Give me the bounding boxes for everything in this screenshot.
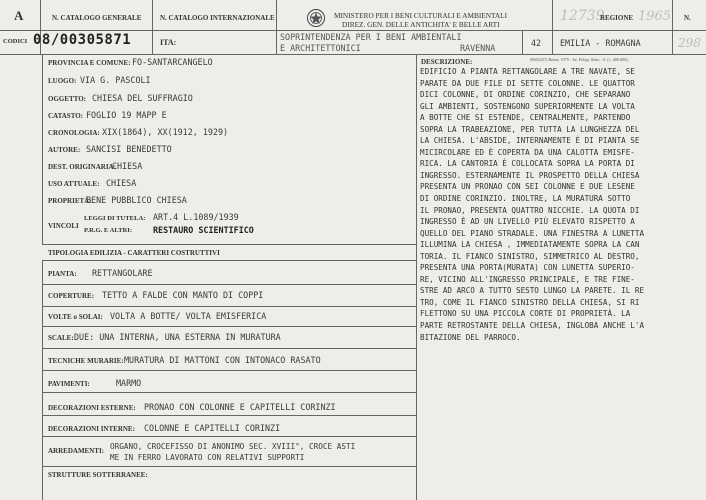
description-line: DICI COLONNE, DI ORDINE CORINZIO, CHE SEPARANO xyxy=(420,90,631,100)
emblem-icon xyxy=(306,8,326,28)
vincoli-label: VINCOLI xyxy=(48,222,79,230)
arredamenti-line-1: ORGANO, CROCEFISSO DI ANONIMO SEC. XVIII°, CROCE ASTI xyxy=(110,442,356,451)
regione-value: EMILIA - ROMAGNA xyxy=(560,38,641,48)
description-line: A BOTTE CHE SI ESTENDE, CENTRALMENTE, PARTENDO xyxy=(420,113,631,123)
description-line: INGRESSO È AD UN LIVELLO PIÙ ELEVATO RISPETTO A xyxy=(420,217,635,227)
sopr-number: 42 xyxy=(531,38,542,48)
oggetto-label: OGGETTO: xyxy=(48,95,86,103)
description-line: PARTE RETROSTANTE DELLA CHIESA, INGLOBA ANCHE L'A xyxy=(420,321,645,331)
description-line: PRESENTA UN PRONAO CON SEI COLONNE E DUE LESENE xyxy=(420,182,635,192)
descrizione-label: DESCRIZIONE: xyxy=(421,58,473,66)
tecniche-value: MURATURA DI MATTONI CON INTONACO RASATO xyxy=(124,355,321,365)
cronologia-label: CRONOLOGIA: xyxy=(48,129,100,137)
cat-generale-label: N. CATALOGO GENERALE xyxy=(52,14,142,22)
description-line: INGRESSO. ESTERNAMENTE IL PROSPETTO DELLA CHIESA xyxy=(420,170,640,180)
volte-value: VOLTA A BOTTE/ VOLTA EMISFERICA xyxy=(110,311,267,321)
description-line: ILLUMINA LA CHIESA , IMMEDIATAMENTE SOPRA LA CAN xyxy=(420,240,640,250)
leggi-value: ART.4 L.1089/1939 xyxy=(153,212,239,222)
description-line: TRO, COME IL FIANCO SINISTRO DELLA CHIESA, SI RI xyxy=(420,297,640,307)
n-label: N. xyxy=(684,14,691,22)
print-note: (8602237) Roma, 1975 - Ist. Poligr. Stato - S. (c. 400.000) xyxy=(530,57,628,62)
luogo-value: VIA G. PASCOLI xyxy=(80,75,151,85)
coperture-value: TETTO A FALDE CON MANTO DI COPPI xyxy=(102,290,264,300)
prg-label: P.R.G. E ALTRI: xyxy=(84,227,133,234)
cat-internazionale-label: N. CATALOGO INTERNAZIONALE xyxy=(160,14,275,22)
autore-value: SANCISI BENEDETTO xyxy=(86,144,172,154)
handwritten-number: 12739 xyxy=(560,8,605,24)
description-line: EDIFICIO A PIANTA RETTANGOLARE A TRE NAVATE, SE xyxy=(420,67,635,76)
description-line: QUELLO DEL PIANO STRADALE. UNA FINESTRA A LUNETTA xyxy=(420,228,645,238)
coperture-label: COPERTURE: xyxy=(48,292,95,300)
sopr-line-2b: RAVENNA xyxy=(460,43,496,53)
dest-value: CHIESA xyxy=(112,161,143,171)
provincia-value: FO-SANTARCANGELO xyxy=(132,57,213,67)
scale-value: DUE: UNA INTERNA, UNA ESTERNA IN MURATURA xyxy=(74,332,281,342)
description-line: DI ORDINE CORINZIO. INOLTRE, LA MURATURA SOTTO xyxy=(420,194,631,204)
description-body xyxy=(420,66,704,343)
description-line: RICA. LA CANTORIA È COLLOCATA SOPRA LA PORTA DI xyxy=(420,159,635,169)
dec-esterne-label: DECORAZIONI ESTERNE: xyxy=(48,404,136,412)
description-line: RE, VICINO ALL'INGRESSO PRINCIPALE, E TRE FINE- xyxy=(420,274,635,284)
sopr-line-2a: E ARCHITETTONICI xyxy=(280,43,361,53)
pavimenti-value: MARMO xyxy=(116,378,142,388)
ministry-line-1: MINISTERO PER I BENI CULTURALI E AMBIENTALI xyxy=(334,11,508,20)
luogo-label: LUOGO: xyxy=(48,77,77,85)
ita-label: ITA: xyxy=(160,38,177,47)
uso-label: USO ATTUALE: xyxy=(48,180,100,188)
handwritten-n: 298 xyxy=(678,36,701,50)
description-line: MICIRCOLARE ED È COPERTA DA UNA CALOTTA EMISFE- xyxy=(420,147,635,157)
strutture-label: STRUTTURE SOTTERRANEE: xyxy=(48,471,148,479)
oggetto-value: CHIESA DEL SUFFRAGIO xyxy=(92,93,193,103)
dec-esterne-value: PRONAO CON COLONNE E CAPITELLI CORINZI xyxy=(144,402,336,412)
description-line: SOPRA LA TRABEAZIONE, PER TUTTA LA LUNGHEZZA DEL xyxy=(420,124,640,134)
arredamenti-line-2: ME IN FERRO LAVORATO CON RELATIVI SUPPORTI xyxy=(110,453,305,462)
leggi-label: LEGGI DI TUTELA: xyxy=(84,215,146,222)
proprieta-value: BENE PUBBLICO CHIESA xyxy=(86,195,187,205)
scale-label: SCALE: xyxy=(48,334,74,342)
prg-value: RESTAURO SCIENTIFICO xyxy=(153,225,254,235)
ministry-line-2: DIREZ. GEN. DELLE ANTICHITA' E BELLE ARTI xyxy=(342,20,500,29)
codici-value: 08/00305871 xyxy=(33,32,132,48)
catasto-label: CATASTO: xyxy=(48,112,84,120)
cronologia-value: XIX(1864), XX(1912, 1929) xyxy=(102,127,229,137)
regione-label: REGIONE xyxy=(600,14,634,22)
pianta-label: PIANTA: xyxy=(48,270,77,278)
description-line: PARATE DA DUE FILE DI SETTE COLONNE. LE QUATTOR xyxy=(420,78,635,88)
description-line: BITAZIONE DEL PARROCO. xyxy=(420,332,521,342)
description-line: GLI AMBIENTI, SOSTENGONO SUPERIORMENTE LA VOLTA xyxy=(420,101,635,111)
uso-value: CHIESA xyxy=(106,178,137,188)
description-line: PRESENTA UNA PORTA(MURATA) CON LUNETTA SUPERIO- xyxy=(420,263,635,273)
dec-interne-label: DECORAZIONI INTERNE: xyxy=(48,425,135,433)
codici-label: CODICI xyxy=(3,38,28,45)
pianta-value: RETTANGOLARE xyxy=(92,268,153,278)
arredamenti-label: ARREDAMENTI: xyxy=(48,447,104,455)
section-letter: A xyxy=(14,8,24,23)
tipologia-heading: TIPOLOGIA EDILIZIA - CARATTERI COSTRUTTIVI xyxy=(48,249,220,257)
description-line: LA CHIESA. L'ABSIDE, INTERNAMENTE È DI PIANTA SE xyxy=(420,136,640,146)
description-line: TORIA. IL FIANCO SINISTRO, SIMMETRICO AL DESTRO, xyxy=(420,251,640,261)
sopr-line-1: SOPRINTENDENZA PER I BENI AMBIENTALI xyxy=(280,32,462,42)
description-line: IL PRONAO, PRESENTA QUATTRO NICCHIE. LA QUOTA DI xyxy=(420,205,640,215)
description-line: FLETTONO SU UNA PICCOLA CORTE DI PROPRIETÀ. LA xyxy=(420,309,631,319)
volte-label: VOLTE o SOLAI: xyxy=(48,313,103,321)
dec-interne-value: COLONNE E CAPITELLI CORINZI xyxy=(144,423,281,433)
tecniche-label: TECNICHE MURARIE: xyxy=(48,357,124,365)
proprieta-label: PROPRIETÀ: xyxy=(48,197,92,205)
pavimenti-label: PAVIMENTI: xyxy=(48,380,90,388)
description-line: STRE AD ARCO A TUTTO SESTO LUNGO LA PARETE. IL RE xyxy=(420,286,645,296)
provincia-label: PROVINCIA E COMUNE: xyxy=(48,59,131,67)
handwritten-year: 1965 xyxy=(638,9,672,24)
dest-label: DEST. ORIGINARIA: xyxy=(48,163,116,171)
autore-label: AUTORE: xyxy=(48,146,81,154)
catasto-value: FOGLIO 19 MAPP E xyxy=(86,110,167,120)
